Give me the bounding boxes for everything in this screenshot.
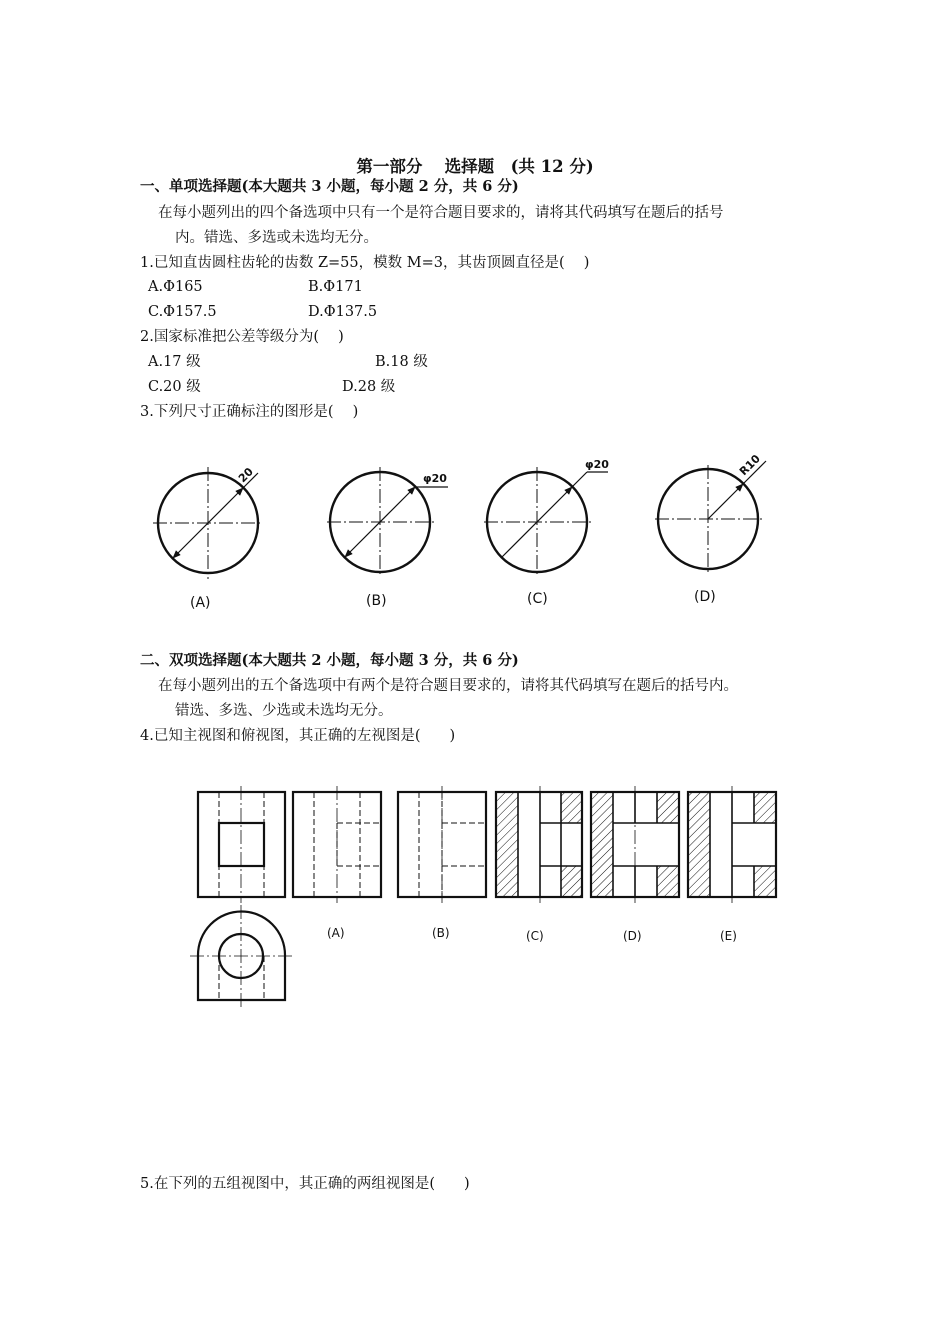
option-b-view [398,786,486,903]
option-d-view [591,786,679,903]
figure-d-circle [655,461,766,575]
top-view [190,905,292,1007]
question-2-option-b: B.18 级 [375,354,428,370]
page-title: 第一部分 选择题 (共 12 分) [356,157,594,176]
question-1-option-b: B.Φ171 [308,279,363,295]
option-a-label: (A) [327,926,345,940]
question-2-option-a: A.17 级 [148,354,201,370]
figure-b-dimension: φ20 [423,472,447,485]
figure-a-dimension: 20 [235,465,256,486]
question-1-option-c: C.Φ157.5 [148,304,217,320]
section2-heading: 二、双项选择题(本大题共 2 小题，每小题 3 分，共 6 分) [140,652,519,669]
option-b-label: (B) [432,926,450,940]
section1-heading: 一、单项选择题(本大题共 3 小题，每小题 2 分，共 6 分) [140,178,519,195]
section1-instructions-line2: 内。错选、多选或未选均无分。 [175,230,378,246]
option-c-label: (C) [526,929,544,943]
question-4-figure [190,785,785,1010]
question-1-option-a: A.Φ165 [148,279,203,295]
figure-a-circle [153,467,263,579]
figure-c-dimension: φ20 [585,458,609,471]
question-2-option-c: C.20 级 [148,379,201,395]
figure-a-label: (A) [190,595,211,611]
question-3-stem: 3.下列尺寸正确标注的图形是( ) [140,404,359,420]
front-view [198,786,285,903]
figure-c-label: (C) [527,591,548,607]
option-c-view [496,786,582,903]
section2-instructions-line2: 错选、多选、少选或未选均无分。 [175,703,393,719]
question-1-stem: 1.已知直齿圆柱齿轮的齿数 Z=55，模数 M=3，其齿顶圆直径是( ) [140,255,590,271]
figure-d-label: (D) [694,589,716,605]
section2-instructions-line1: 在每小题列出的五个备选项中有两个是符合题目要求的，请将其代码填写在题后的括号内。 [158,678,738,694]
option-a-view [293,786,381,903]
question-2-stem: 2.国家标准把公差等级分为( ) [140,329,344,345]
figure-c-circle [484,467,608,577]
section1-instructions-line1: 在每小题列出的四个备选项中只有一个是符合题目要求的，请将其代码填写在题后的括号 [158,205,724,221]
question-1-option-d: D.Φ137.5 [308,304,378,320]
figure-b-label: (B) [366,593,387,609]
question-4-stem: 4.已知主视图和俯视图，其正确的左视图是( ) [140,728,456,744]
question-5-stem: 5.在下列的五组视图中，其正确的两组视图是( ) [140,1176,470,1192]
option-e-view [688,786,776,903]
question-3-figure [140,445,800,620]
option-e-label: (E) [720,929,737,943]
option-d-label: (D) [623,929,642,943]
question-2-option-d: D.28 级 [342,379,396,395]
figure-d-dimension: R10 [736,452,763,479]
